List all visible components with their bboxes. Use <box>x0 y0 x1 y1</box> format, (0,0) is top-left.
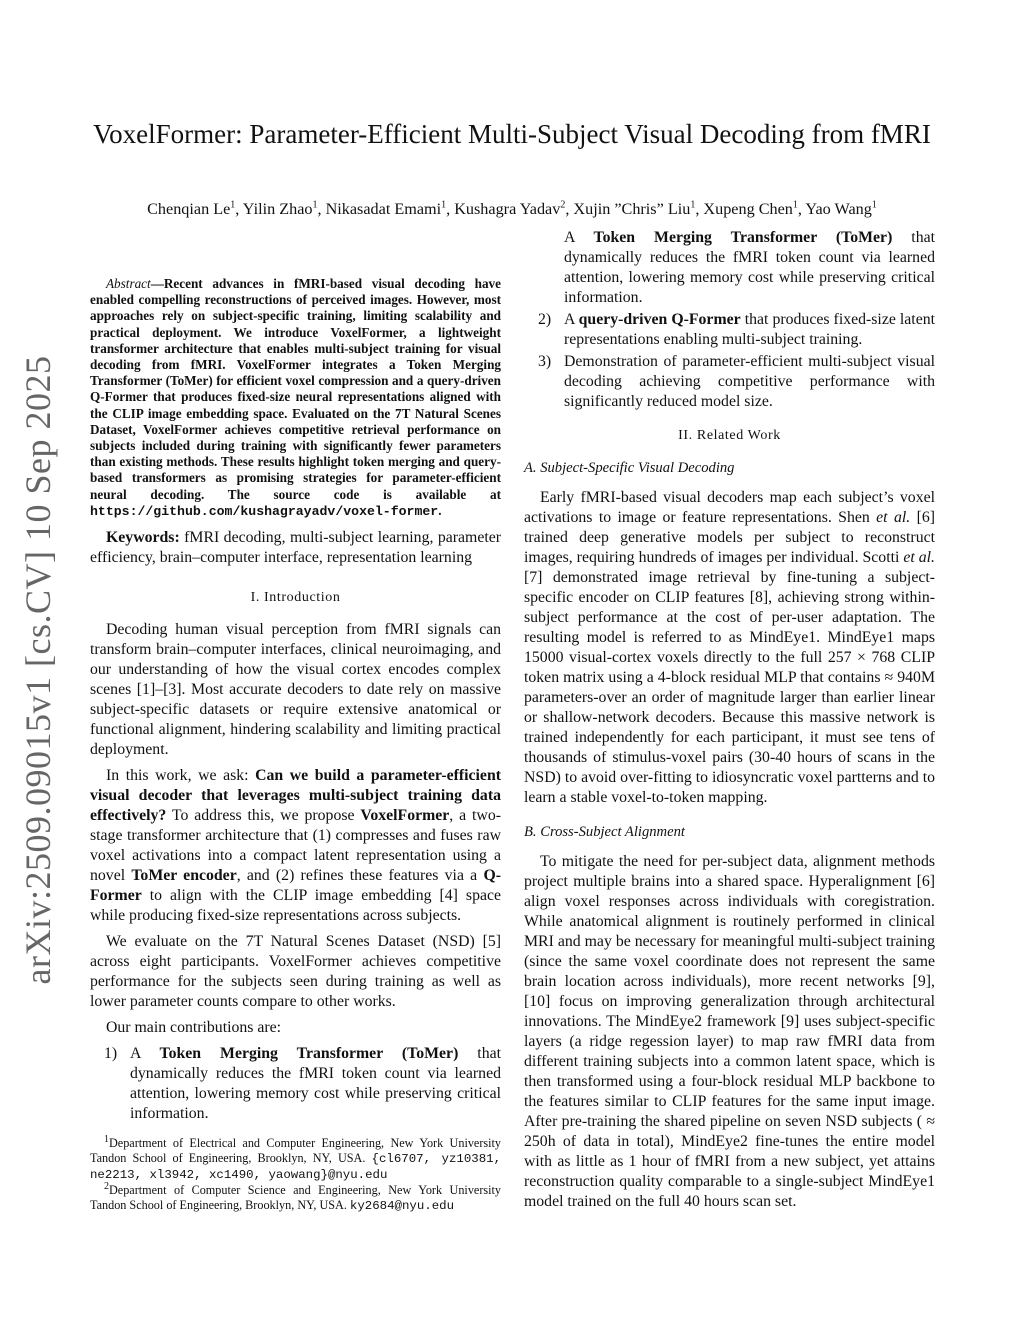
contribution-term: Token Merging Transformer (ToMer) <box>593 229 893 246</box>
footnote-2 <box>90 1180 501 1214</box>
author: Chenqian Le <box>147 200 231 218</box>
text-run: that dynamically reduces the fMRI token count via learned attention, lowering memory cost while preserving critical information. <box>564 229 935 306</box>
keywords <box>90 528 501 568</box>
affiliation-mark: 1 <box>792 199 798 211</box>
research-question: Can we build a parameter-efficient visual decoder that leverages multi-subject training data effectively? <box>90 767 501 825</box>
abstract-label: Abstract <box>106 276 151 291</box>
author: Nikasadat Emami <box>325 200 442 218</box>
list-item <box>90 1044 501 1123</box>
text-run: A <box>564 311 579 328</box>
author: Xujin ”Chris” Liu <box>573 200 691 218</box>
source-code-link[interactable]: https://github.com/kushagrayadv/voxel-former <box>90 503 439 519</box>
contributions-list-continued <box>524 229 935 412</box>
text-run: to align with the CLIP image embedding [4] space while producing fixed-size representations across subjects. <box>90 887 501 925</box>
contributions-list <box>90 1044 501 1123</box>
author: Yilin Zhao <box>242 200 313 218</box>
qformer-term: Q-Former <box>90 867 501 905</box>
abstract-end: . <box>438 502 442 518</box>
method-name: VoxelFormer <box>360 807 450 825</box>
list-item <box>524 229 935 308</box>
text-run: In this work, we ask: <box>106 767 256 785</box>
section-heading-introduction: I. Introduction <box>250 590 341 606</box>
tomer-term: ToMer encoder <box>131 867 237 885</box>
right-column <box>524 229 935 1212</box>
text-run: , and (2) refines these features via a <box>236 867 484 885</box>
footnote-emails[interactable]: {cl6707, yz10381, ne2213, xl3942, xc1490, yaowang}@nyu.edu <box>90 1152 502 1182</box>
citation-etal: et al. <box>876 509 911 526</box>
list-item <box>524 352 935 412</box>
affiliation-mark: 1 <box>312 199 318 211</box>
list-number: 2) <box>538 311 552 328</box>
related-paragraph-b: To mitigate the need for per-subject data, alignment methods project multiple brains into a shared space. Hyperalignment [6] align voxel responses across individuals with coregistration. While anatomical alignment is routinely performed in clinical MRI and may be necessary for meaningful multi-subject training (since the same voxel coordinate does not represent the same brain location across individuals), more recent networks [9], [10] focus on improving generalization through architectural innovations. The MindEye2 framework [9] uses subject-specific layers (a ridge regession layer) to map raw fMRI data from different training subjects into a common latent space, which is then transformed using a four-block residual MLP backbone to the features similar to CLIP features for the same input image. After pre-training the shared pipeline on seven NSD subjects ( ≈ 250h of data in total), MindEye2 fine-tunes the entire model with as little as 1 hour of fMRI from a new subject, yet attains reconstruction quality comparable to a single-subject MindEye1 model trained on the full 40 hours scan set. <box>524 853 935 1210</box>
footnote-mark: 1 <box>104 1133 109 1145</box>
citation-etal: et al. <box>903 549 935 566</box>
abstract-text: Recent advances in fMRI-based visual decoding have enabled compelling reconstructions of perceived images. However, most approaches rely on subject-specific training, limiting scalability and practical deployment. We introduce VoxelFormer, a lightweight transformer architecture that enables multi-subject training for visual decoding from fMRI. VoxelFormer integrates a Token Merging Transformer (ToMer) for efficient voxel compression and a query-driven Q-Former that produces fixed-size neural representations aligned with the CLIP image embedding space. Evaluated on the 7T Natural Scenes Dataset, VoxelFormer achieves competitive retrieval performance on subjects included during training with significantly fewer parameters than existing methods. These results highlight token merging and query-based transformers as promising strategies for parameter-efficient neural decoding. The source code is available at <box>90 276 501 502</box>
text-run: Early fMRI-based visual decoders map each subject’s voxel activations to image or feature representations. Shen <box>524 489 935 526</box>
affiliation-mark: 2 <box>560 199 566 211</box>
footnote-1 <box>90 1133 502 1183</box>
contribution-term: query-driven Q-Former <box>578 311 741 328</box>
list-number: 1) <box>104 1045 118 1063</box>
text-run: that dynamically reduces the fMRI token count via learned attention, lowering memory cost while preserving critical information. <box>130 1045 501 1123</box>
arxiv-sidebar <box>14 355 62 985</box>
author: Kushagra Yadav <box>454 200 561 218</box>
affiliation-mark: 1 <box>871 199 877 211</box>
list-number: 3) <box>538 353 552 370</box>
keywords-label: Keywords: <box>106 529 180 547</box>
text-run: To address this, we propose <box>166 807 361 825</box>
footnote-email[interactable]: ky2684@nyu.edu <box>349 1199 455 1213</box>
text-run: A <box>564 229 594 246</box>
text-run: Demonstration of parameter-efficient multi-subject visual decoding achieving competitive performance with significantly reduced model size. <box>564 353 935 410</box>
left-column <box>90 270 501 1123</box>
text-run: A <box>130 1045 160 1063</box>
footnote-text: Department of Computer Science and Engineering, New York University Tandon School of Engineering, Brooklyn, NY, USA. <box>90 1183 501 1212</box>
contribution-term: Token Merging Transformer (ToMer) <box>159 1045 459 1063</box>
affiliation-mark: 1 <box>441 199 447 211</box>
author: Xupeng Chen <box>703 200 793 218</box>
text-run: [7] demonstrated image retrieval by fine-tuning a subject-specific encoder on CLIP features [8], achieving strong within-subject performance at the cost of per-user adaptation. The resulting model is referred to as MindEye1. MindEye1 maps 15000 visual-cortex voxels directly to the full 257 × 768 CLIP token matrix using a 4-block residual MLP that contains ≈ 940M parameters-over an order of magnitude larger than earlier linear or shallow-network decoders. Because this massive network is trained independently for each participant, it must see tens of thousands of stimulus-voxel pairs (30-40 hours of scans in the NSD) to avoid over-fitting to idiosyncratic voxel partterns and to learn a stable voxel-to-token mapping. <box>524 569 935 806</box>
intro-paragraph-4: Our main contributions are: <box>106 1019 282 1037</box>
intro-paragraph-1: Decoding human visual perception from fMRI signals can transform brain–computer interfaces, clinical neuroimaging, and our understanding of how the visual cortex encodes complex scenes [1]–[3]. Most accurate decoders to date rely on massive subject-specific datasets or require extensive anatomical or functional alignment, hindering scalability and limiting practical deployment. <box>90 621 501 759</box>
list-item <box>524 310 935 350</box>
text-run: , a two-stage transformer architecture that (1) compresses and fuses raw voxel activations into a compact latent representation using a novel <box>90 807 501 885</box>
text-run: [6] trained deep generative models per subject to reconstruct images, requiring hundreds of images per individual. Scotti <box>524 509 935 566</box>
footnotes <box>90 1133 502 1214</box>
intro-paragraph-2 <box>90 766 501 926</box>
affiliation-mark: 1 <box>690 199 696 211</box>
subsection-heading-a: A. Subject-Specific Visual Decoding <box>524 460 735 476</box>
abstract <box>90 276 501 520</box>
intro-paragraph-3: We evaluate on the 7T Natural Scenes Dataset (NSD) [5] across eight participants. VoxelFormer achieves competitive performance for the subjects seen during training as well as lower parameter counts compare to other works. <box>90 933 501 1011</box>
paper-title: VoxelFormer: Parameter-Efficient Multi-Subject Visual Decoding from fMRI <box>93 119 931 149</box>
text-run: that produces fixed-size latent representations enabling multi-subject training. <box>564 311 935 348</box>
arxiv-identifier: arXiv:2509.09015v1 [cs.CV] 10 Sep 2025 <box>18 355 58 985</box>
footnote-mark: 2 <box>104 1180 109 1192</box>
subsection-heading-b: B. Cross-Subject Alignment <box>524 824 685 840</box>
footnote-text: Department of Electrical and Computer Engineering, New York University Tandon School of Engineering, Brooklyn, NY, USA. <box>90 1136 501 1165</box>
author-list: Chenqian Le$^1$, Yilin Zhao$^1$, Nikasadat Emami$^1$, Kushagra Yadav$^2$, Xujin ”Chris” Liu$^1$, Xupeng Chen$^1$, Yao Wang$^1$ <box>147 199 877 218</box>
section-heading-related-work: II. Related Work <box>678 428 781 443</box>
keywords-text: fMRI decoding, multi-subject learning, parameter efficiency, brain–computer interface, representation learning <box>90 529 501 567</box>
abstract-dash: — <box>150 276 164 291</box>
affiliation-mark: 1 <box>230 199 236 211</box>
author: Yao Wang <box>805 200 872 218</box>
related-paragraph-a <box>524 488 935 808</box>
